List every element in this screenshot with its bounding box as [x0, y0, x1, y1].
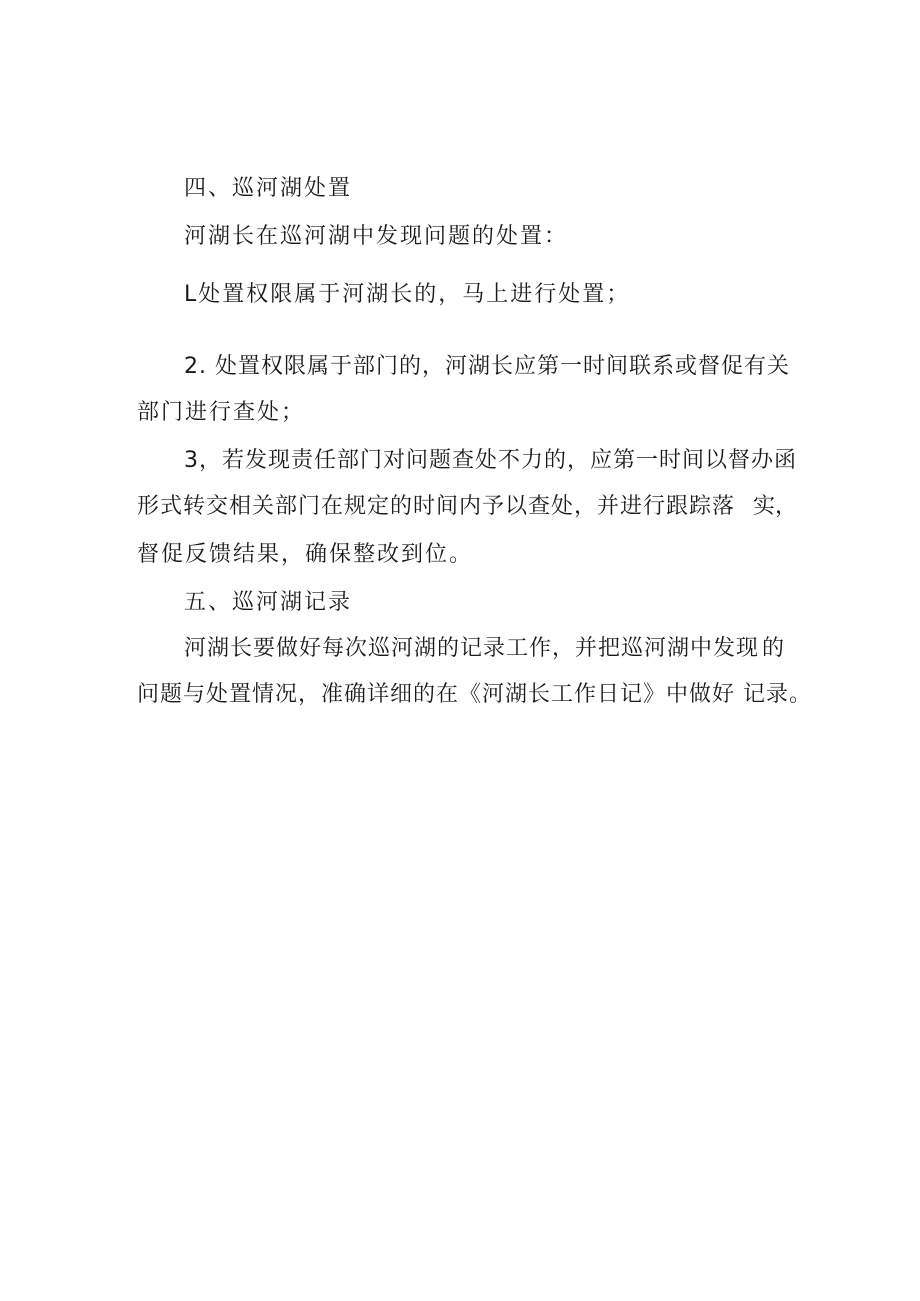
section-5-para-line-1 [184, 634, 784, 664]
section-4-item-1: L处置权限属于河湖长的，马上进行处置； [184, 282, 631, 307]
item-3-line-1-tail: 函 [774, 448, 797, 473]
section-5-para-line-1-tail: 的 [761, 636, 784, 661]
section-4-item-2-line-1 [184, 352, 790, 382]
item-2-line-1-main: 2. 处置权限属于部门的，河湖长应第一时间联系或督促有 [184, 354, 767, 379]
section-5-heading: 五、巡河湖记录 [184, 590, 353, 615]
item-3-line-2-tail: 实， [752, 494, 797, 519]
section-4-intro: 河湖长在巡河湖中发现问题的处置： [184, 224, 569, 249]
section-4-item-3-line-1 [184, 446, 797, 476]
item-3-line-2-main: 形式转交相关部门在规定的时间内予以查处，并进行跟踪落 [137, 494, 736, 519]
section-5-para-line-1-main: 河湖长要做好每次巡河湖的记录工作，并把巡河湖中发现 [184, 636, 760, 661]
section-5-para-line-2: 问题与处置情况，准确详细的在《河湖长工作日记》中做好 记录。 [137, 682, 812, 707]
section-4-item-3-line-3: 督促反馈结果，确保整改到位。 [137, 542, 474, 567]
section-4-item-2-line-2: 部门进行查处； [137, 400, 306, 425]
item-2-line-1-tail: 关 [767, 354, 790, 379]
section-4-item-3-line-2 [137, 492, 797, 522]
item-3-line-1-main: 3，若发现责任部门对问题查处不力的，应第一时间以督办 [184, 448, 774, 473]
section-4-heading: 四、巡河湖处置 [184, 176, 353, 201]
